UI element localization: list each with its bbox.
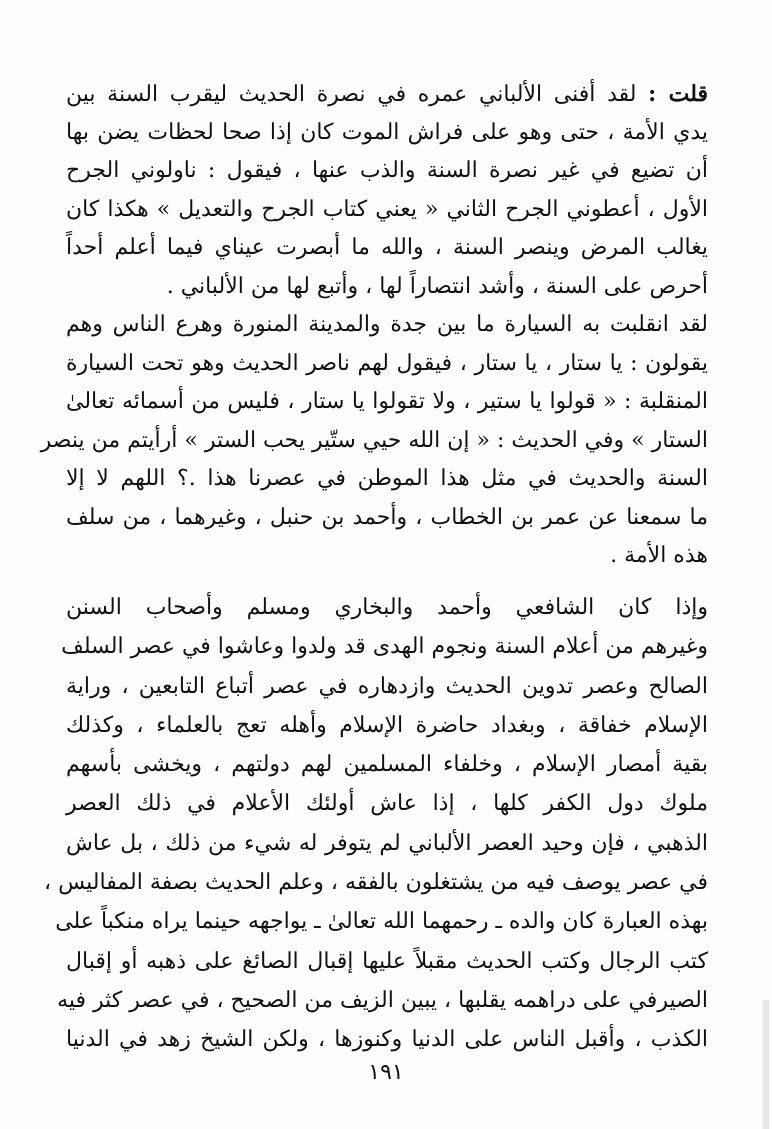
paragraph-line: بقية أمصار الإسلام ، وخلفاء المسلمين لهم دولتهم ، ويخشى بأسهم xyxy=(66,752,708,778)
paragraph-line: في عصر يوصف فيه من يشتغلون بالفقه ، وعلم الحديث بصفة المفاليس ، xyxy=(44,870,708,896)
paragraph-line: الإسلام خفاقة ، وبغداد حاضرة الإسلام وأهله تعج بالعلماء ، وكذلك xyxy=(66,712,708,738)
paragraph-line: الصيرفي على دراهمه يقلبها ، يبين الزيف من الصحيح ، في عصر كثر فيه xyxy=(57,987,708,1013)
paragraph-line: الكذب ، وأقبل الناس على الدنيا وكنوزها ، ولكن الشيخ زهد في الدنيا xyxy=(66,1027,708,1053)
page-edge-shadow xyxy=(763,1000,769,1129)
paragraph-line: قلت : لقد أفنى الألباني عمره في نصرة الحديث ليقرب السنة بين xyxy=(66,81,708,107)
paragraph-line: هذه الأمة . xyxy=(610,543,708,568)
paragraph-line: وغيرهم من أعلام السنة ونجوم الهدى قد ولدوا وعاشوا في عصر السلف xyxy=(61,634,708,660)
paragraph-line: كتب الرجال وكتب الحديث مقبلاً عليها إقبال الصائغ على ذهبه أو إقبال xyxy=(66,948,708,974)
paragraph-line: ما سمعنا عن عمر بن الخطاب ، وأحمد بن حنبل ، وغيرهما ، من سلف xyxy=(66,504,708,530)
paragraph-2 xyxy=(40,306,708,576)
paragraph-line: الصالح وعصر تدوين الحديث وازدهاره في عصر أتباع التابعين ، وراية xyxy=(66,673,708,699)
paragraph-line: المنقلبة : « قولوا يا ستير ، ولا تقولوا يا ستار ، فليس من أسمائه تعالىٰ xyxy=(66,389,708,414)
paragraph-line: لقد انقلبت به السيارة ما بين جدة والمدينة المنورة وهرع الناس وهم xyxy=(66,312,708,337)
paragraph-1 xyxy=(66,75,708,306)
paragraph-line: يغالب المرض وينصر السنة ، والله ما أبصرت عيناي فيما أعلم أحداً xyxy=(66,235,708,260)
paragraph-line: أن تضيع في غير نصرة السنة والذب عنها ، فيقول : ناولوني الجرح xyxy=(66,158,708,183)
paragraph-line: يقولون : يا ستار ، يا ستار ، فيقول لهم ناصر الحديث وهو تحت السيارة xyxy=(66,350,708,376)
paragraph-line: وإذا كان الشافعي وأحمد والبخاري ومسلم وأصحاب السنن xyxy=(66,595,708,620)
paragraph-line: الستار » وفي الحديث : « إن الله حيي ستّير يحب الستر » أرأيتم من ينصر xyxy=(40,427,708,453)
page-number: ١٩١ xyxy=(368,1060,404,1085)
paragraph-line: بهذه العبارة كان والده ـ رحمهما الله تعالىٰ ـ يواجهه حينما يراه منكباً على xyxy=(55,909,708,935)
paragraph-line: يدي الأمة ، حتى وهو على فراش الموت كان إذا صحا لحظات يضن بها xyxy=(66,119,708,145)
lead-word: قلت : xyxy=(648,81,708,107)
paragraph-line: الأول ، أعطوني الجرح الثاني « يعني كتاب الجرح والتعديل » هكذا كان xyxy=(66,196,708,222)
paragraph-3 xyxy=(44,588,708,1060)
paragraph-line: الذهبي ، فإن وحيد العصر الألباني لم يتوفر له شيء من ذلك ، بل عاش xyxy=(66,830,708,856)
paragraph-line: أحرص على السنة ، وأشد انتصاراً لها ، وأتبع لها من الألباني . xyxy=(166,273,708,299)
paragraph-line: السنة والحديث في مثل هذا الموطن في عصرنا هذا .؟ اللهم لا إلا xyxy=(66,466,708,491)
paragraph-line: ملوك دول الكفر كلها ، إذا عاش أولئك الأعلام في ذلك العصر xyxy=(66,791,708,817)
